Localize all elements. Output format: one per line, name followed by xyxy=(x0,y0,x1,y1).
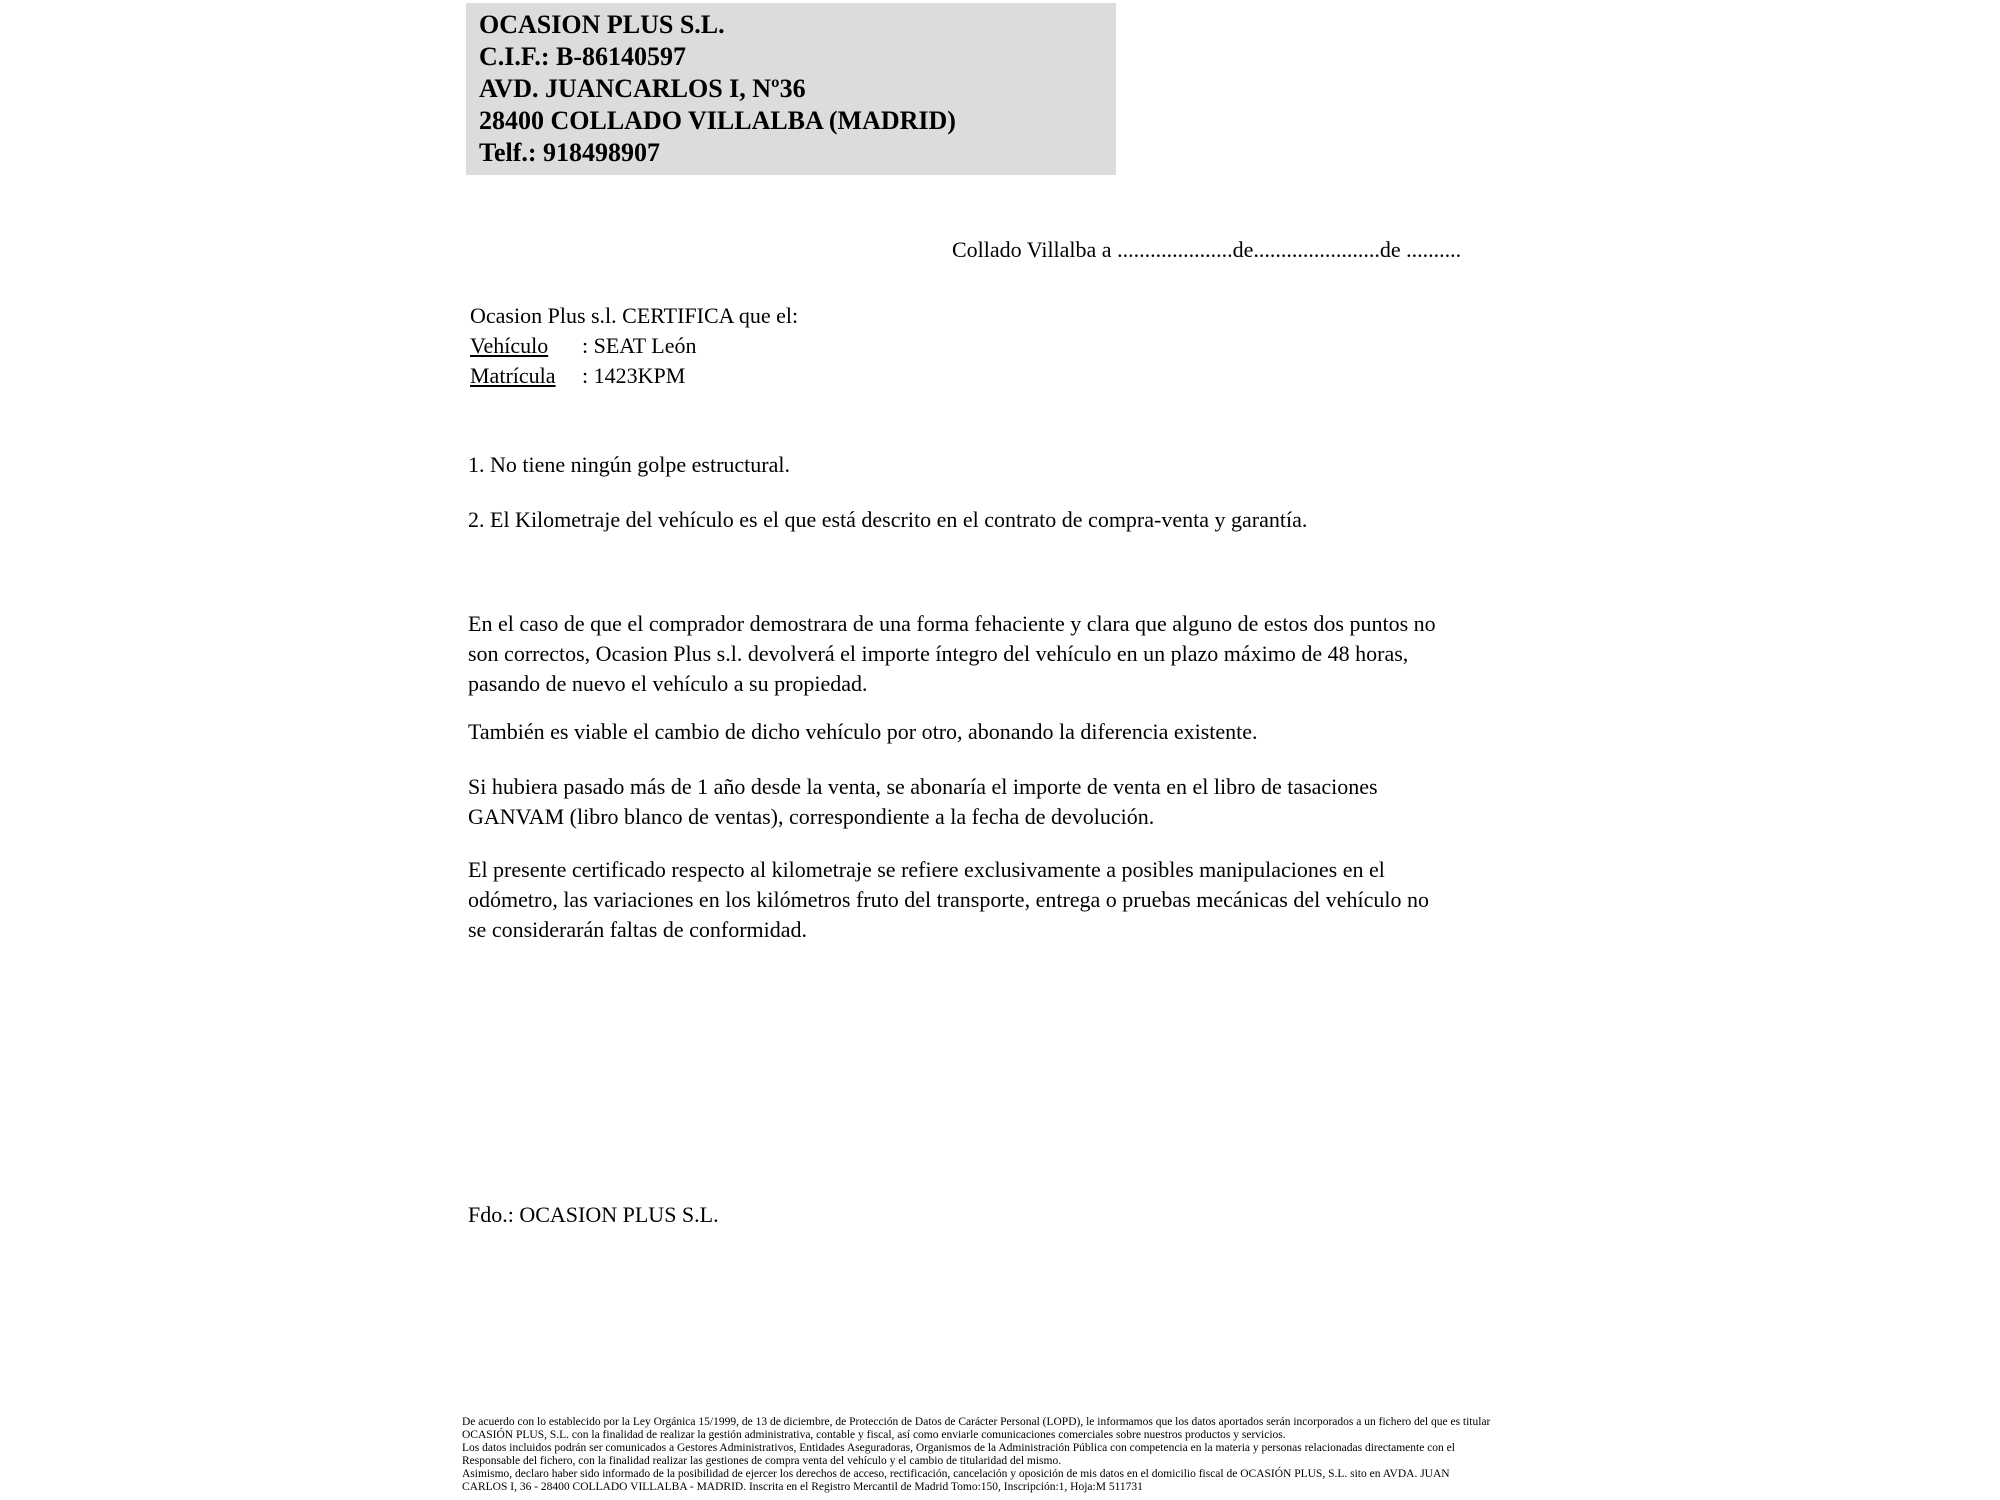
paragraph-line: son correctos, Ocasion Plus s.l. devolverá el importe íntegro del vehículo en un plazo máximo de 48 horas, xyxy=(468,641,1409,666)
paragraph-line: El presente certificado respecto al kilometraje se refiere exclusivamente a posibles manipulaciones en el xyxy=(468,857,1385,882)
vehicle-field-value: SEAT León xyxy=(593,333,697,358)
numbered-item-2: 2. El Kilometraje del vehículo es el que está descrito en el contrato de compra-venta y garantía. xyxy=(468,507,1308,532)
signature-line: Fdo.: OCASION PLUS S.L. xyxy=(468,1202,719,1227)
footer-line: OCASIÓN PLUS, S.L. con la finalidad de realizar la gestión administrativa, contable y fiscal, así como enviarle comunicaciones comerciales sobre nuestros productos y servicios. xyxy=(462,1429,1286,1441)
footer-line: Los datos incluidos podrán ser comunicados a Gestores Administrativos, Entidades Aseguradoras, Organismos de la Administración Pública con competencia en la materia y personas relacionadas directamente con el xyxy=(462,1442,1455,1454)
vehicle-field-row xyxy=(470,331,798,361)
company-address: AVD. JUANCARLOS I, Nº36 xyxy=(479,74,806,103)
plate-field-row xyxy=(470,361,798,391)
body-paragraph-refund xyxy=(468,609,1436,699)
vehicle-field-label-text: Vehículo xyxy=(470,333,549,358)
company-city: 28400 COLLADO VILLALBA (MADRID) xyxy=(479,106,956,135)
plate-field-separator: : xyxy=(582,363,589,388)
paragraph-line: GANVAM (libro blanco de ventas), correspondiente a la fecha de devolución. xyxy=(468,804,1155,829)
vehicle-field-separator: : xyxy=(582,333,589,358)
vehicle-field-label xyxy=(470,331,582,361)
company-cif: C.I.F.: B-86140597 xyxy=(479,42,687,71)
paragraph-line: En el caso de que el comprador demostrara de una forma fehaciente y clara que alguno de estos dos puntos no xyxy=(468,611,1436,636)
footer-line: Asimismo, declaro haber sido informado de la posibilidad de ejercer los derechos de acceso, rectificación, cancelación y oposición de mis datos en el domicilio fiscal de OCASIÓN PLUS, S.L. sito en AVDA. JUAN xyxy=(462,1468,1450,1480)
paragraph-line: odómetro, las variaciones en los kilómetros fruto del transporte, entrega o pruebas mecánicas del vehículo no xyxy=(468,887,1429,912)
certification-intro: Ocasion Plus s.l. CERTIFICA que el: xyxy=(470,303,799,328)
date-line: Collado Villalba a .....................de.......................de .......... xyxy=(952,237,1462,262)
body-paragraph-ganvam xyxy=(468,772,1378,832)
paragraph-line: También es viable el cambio de dicho vehículo por otro, abonando la diferencia existente. xyxy=(468,719,1258,744)
paragraph-line: pasando de nuevo el vehículo a su propiedad. xyxy=(468,671,868,696)
footer-line: De acuerdo con lo establecido por la Ley Orgánica 15/1999, de 13 de diciembre, de Protección de Datos de Carácter Personal (LOPD), le informamos que los datos aportados serán incorporados a un fichero del que es titular xyxy=(462,1416,1491,1428)
footer-line: CARLOS I, 36 - 28400 COLLADO VILLALBA - MADRID. Inscrita en el Registro Mercantil de Madrid Tomo:150, Inscripción:1, Hoja:M 511731 xyxy=(462,1481,1143,1493)
plate-field-label-text: Matrícula xyxy=(470,363,556,388)
legal-footer xyxy=(462,1416,1490,1494)
body-paragraph-odometer xyxy=(468,855,1429,945)
company-name: OCASION PLUS S.L. xyxy=(479,10,725,39)
company-phone: Telf.: 918498907 xyxy=(479,138,661,167)
certification-block xyxy=(470,301,798,391)
footer-line: Responsable del fichero, con la finalidad realizar las gestiones de compra venta del vehículo y el cambio de titularidad del mismo. xyxy=(462,1455,1062,1467)
numbered-item-1: 1. No tiene ningún golpe estructural. xyxy=(468,452,790,477)
letterhead xyxy=(466,3,1116,175)
paragraph-line: se considerarán faltas de conformidad. xyxy=(468,917,808,942)
plate-field-value: 1423KPM xyxy=(593,363,686,388)
plate-field-label xyxy=(470,361,582,391)
paragraph-line: Si hubiera pasado más de 1 año desde la venta, se abonaría el importe de venta en el libro de tasaciones xyxy=(468,774,1378,799)
body-paragraph-exchange xyxy=(468,717,1258,747)
